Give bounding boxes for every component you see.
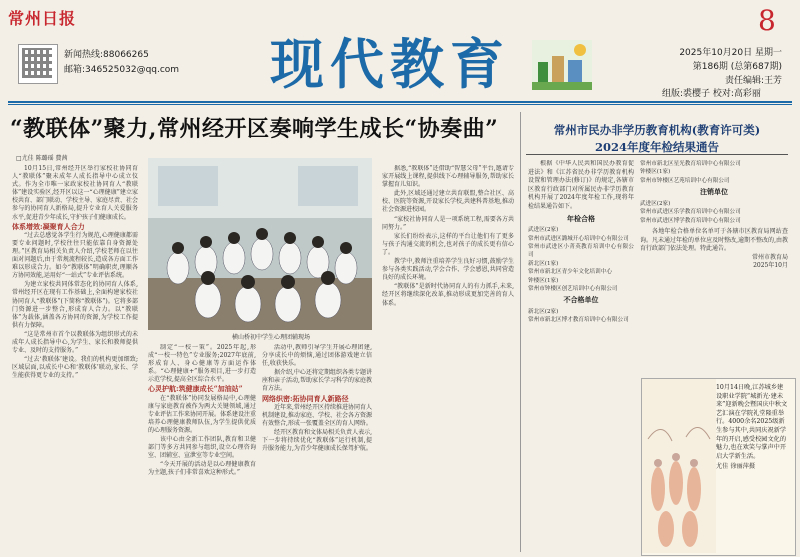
header-divider-thin [8,104,792,105]
article-photo [148,158,372,330]
paragraph: 在“教联体”协同发展格局中,心理健康与家庭教育被作为两大关键领域,通过专业评估工作来协同开展。体系建设注重培养心理健康教师队伍,为学生提供优质的心理服务资源。 [148,394,256,434]
paragraph: “家校社协同育人是一项系统工程,需要各方共同努力。” [382,215,514,231]
paragraph: “这是常州市首个以教联体为组织形式的未成年人成长指导中心,为学生、家长和教师提供专业、及时的支持服务。” [12,330,138,355]
newspaper-logo: 常州日报 [8,9,77,28]
notice-intro: 根据《中华人民共和国民办教育促进法》和《江苏省民办非学历教育机构设置和管理办法(修订)》的规定,各辖市区教育行政部门对所属民办非学历教育机构开展了2024年度年检工作,现将年检结果通告如下。 [528,160,634,210]
photo-news-text [716,384,788,472]
notice-left-column [528,160,634,370]
notice-divider [526,154,788,155]
photo-news-credit: 尤佳 徐丽萍摄 [716,463,756,471]
paragraph: 家长们纷纷表示,这样的平台让他们有了更多与孩子沟通交流的机会,也对孩子的成长更有信心了。 [382,232,514,256]
issue-date: 2025年10月20日 星期一 [679,48,782,58]
header-divider [8,101,792,103]
notice-title [526,122,788,156]
responsible-editor: 责任编辑:王芳 [724,76,782,86]
paragraph: 近年来,常州经开区持续推进协同育人机制建设,推动家庭、学校、社会各方资源有效整合,形成一张覆盖全区的育人网络。 [262,403,372,427]
paragraph: “教联体”是新时代协同育人的有力抓手,未来,经开区将继续深化改革,推动形成更加完善的育人体系。 [382,283,514,307]
notice-title-line-2: 2024年度年检结果通告 [594,140,719,154]
paragraph: 据介绍,中心还将定期组织各类专题讲座和亲子活动,帮助家长学习科学的家庭教育方法。 [262,369,372,393]
institution: 常州市武进区潞城开心培训中心有限公司 [528,235,629,242]
district-heading: 新北区(1家) [528,260,559,267]
article-headline: “教联体”聚力,常州经开区奏响学生成长“协奏曲” [10,116,499,142]
page-number: 8 [758,4,776,37]
photo-news-body: 10月14日晚,江苏城乡建设职业学院“城新光·建未来”迎新晚会暨国庆中秋文艺汇演在学院礼堂隆重举行。4000余名2025级新生参与其中,共同庆祝新学年的开启,感受校园文化的魅力,也在欢笑与掌声中开启大学新生活。 [716,384,788,460]
category-unqualified: 不合格单位 [563,295,599,305]
institution: 常州市武进区博学教育培训中心有限公司 [640,217,741,224]
paragraph: 教学中,教师注重培养学生良好习惯,鼓励学生参与各类实践活动,学会合作、学会感恩,共同营造良好的成长环境。 [382,258,514,282]
paragraph: 活动中,教师引导学生开展心理团建,分享成长中的烦恼,通过团体游戏建立信任,收获快乐。 [262,344,372,368]
category-cancel: 注销单位 [700,187,728,197]
notice-closing: 各地年检合格单位名单可于各辖市区教育局网站查询。凡未通过年检的单位应及时整改,逾期不整改的,由教育行政部门依法处理。特此通告。 [640,228,788,253]
notice-date: 2025年10月 [753,262,788,270]
notice-right-column [640,160,788,376]
paragraph: “今天开展的活动是以心理健康教育为主题,孩子们非常喜欢这种形式。” [148,461,256,477]
district-heading: 武进区(2家) [640,200,671,207]
district-heading: 钟楼区(1家) [528,277,559,284]
notice-signature: 常州市教育局 [751,253,788,261]
institution: 常州市新北区星光教育培训中心有限公司 [640,161,741,167]
paragraph: “过去总感觉各学生行为规范,心理健康都需要专业问题时,学校往往只能依靠自身资源处理。”区教育局相关负责人介绍,学校老师在以往面对问题后,由于常规流程较长,造成各方面工作难以形成合力。如今“教联体”明确职责,理顺各方协同效能,运用好“一站式”专业评估系统。 [12,231,138,280]
paragraph: 10月15日,常州经开区举行家校社协同育人“教联体”聚未成年人成长指导中心成立仪式。作为全市唯一家政家校社协同育人“教联体”建设实验区,经开区以这一“心理健康”建立家校共育、部门联动、学校主导、家庭尽责、社会参与的协同育人新格局,提升专业育人关爱服务水平,促进青少年成长,守护孩子们健康成长。 [12,165,138,221]
paragraph: 制定“一校一策”。2025年起,形成“一校一特色”专业服务;2027年底前,形成育人、身心健康等方面运作体系。“心理健康+”服务项目,进一步打造示范学校,提高全区综合水平。 [148,344,256,384]
category-qualified: 年检合格 [567,213,595,223]
district-heading: 武进区(2家) [528,227,559,234]
header-decoration-image [532,40,592,90]
institution: 常州市钟楼区创艺培训中心有限公司 [528,286,618,292]
photo-caption: 横山桥初中学生心理团辅现场 [232,334,311,341]
paragraph: 该中心由全新工作团队,教育和卫健部门等多方共同参与组织,设立心理咨询室、团辅室、宣泄室等专业空间。 [148,436,256,460]
subheading: 心灵护航:筑健康成长“加油站” [148,384,243,394]
institution: 常州市武进区乐学教育培训中心有限公司 [640,209,741,216]
district-heading: 钟楼区(1家) [640,169,671,176]
institution: 常州市钟楼区艺苑培训中心有限公司 [640,177,730,184]
paragraph: 经开区教育和文体局相关负责人表示,下一步将持续优化“教联体”运行机制,提升服务能力,为青少年健康成长保驾护航。 [262,428,372,453]
paragraph: 此外,区域还通过建立共育联盟,整合社区、高校、医院等资源,开设家长学校,共建科普基地,推动社会资源进校园。 [382,190,514,214]
district-heading: 新北区(2家) [528,309,559,315]
hotline: 新闻热线:88066265 [64,50,149,60]
staff-credits: 组版:裘樱子 校对:高彩丽 [662,89,761,99]
article-column-2 [148,344,256,554]
section-title: 现代教育 [270,32,510,96]
contact-info [64,48,179,78]
email: 邮箱:346525032@qq.com [64,65,180,75]
notice-title-line-1: 常州市民办非学历教育机构(教育许可类) [553,123,761,137]
article-byline: □尤佳 陈璐瑶 費茜 [16,155,68,162]
subheading: 体系增效:凝聚育人合力 [12,221,85,231]
institution: 常州市新北区青少年文化培训中心 [528,269,612,276]
issue-info [612,46,782,88]
article-column-1 [12,165,138,553]
institution: 常州市武进区小菁英教育培训中心有限公司 [528,243,634,259]
article-column-3 [262,344,372,554]
paragraph: “过去‘教联体’建设。我们的机构更加细致;区域层面,以成长中心和‘教联体’联动,家长、学生能获得更专业的支持。” [12,356,138,380]
institution: 常州市新北区博才教育培训中心有限公司 [528,317,629,324]
paragraph: 为建立家校共同体常态化的协同育人体系,常州经开区在现有工作基础上,全面构建家校社协同育人“教联体”(下简称“教联体”)。它将多部门资源进一步整合,形成育人合力。以“教联体”为载体,涵盖各方协同的资源,为学校工作提供有力保障。 [12,281,138,329]
issue-number: 第186期 (总第687期) [692,62,782,72]
column-divider [520,112,521,552]
subheading: 网络织密:拓协同育人新路径 [262,393,349,403]
paragraph: 据悉,“教联体”还借助“智慧父母”平台,邀请专家开展线上课程,提供线下心理辅导服务,帮助家长掌握育儿知识。 [382,165,514,189]
article-column-4 [382,165,514,553]
qr-code-icon [18,44,58,84]
